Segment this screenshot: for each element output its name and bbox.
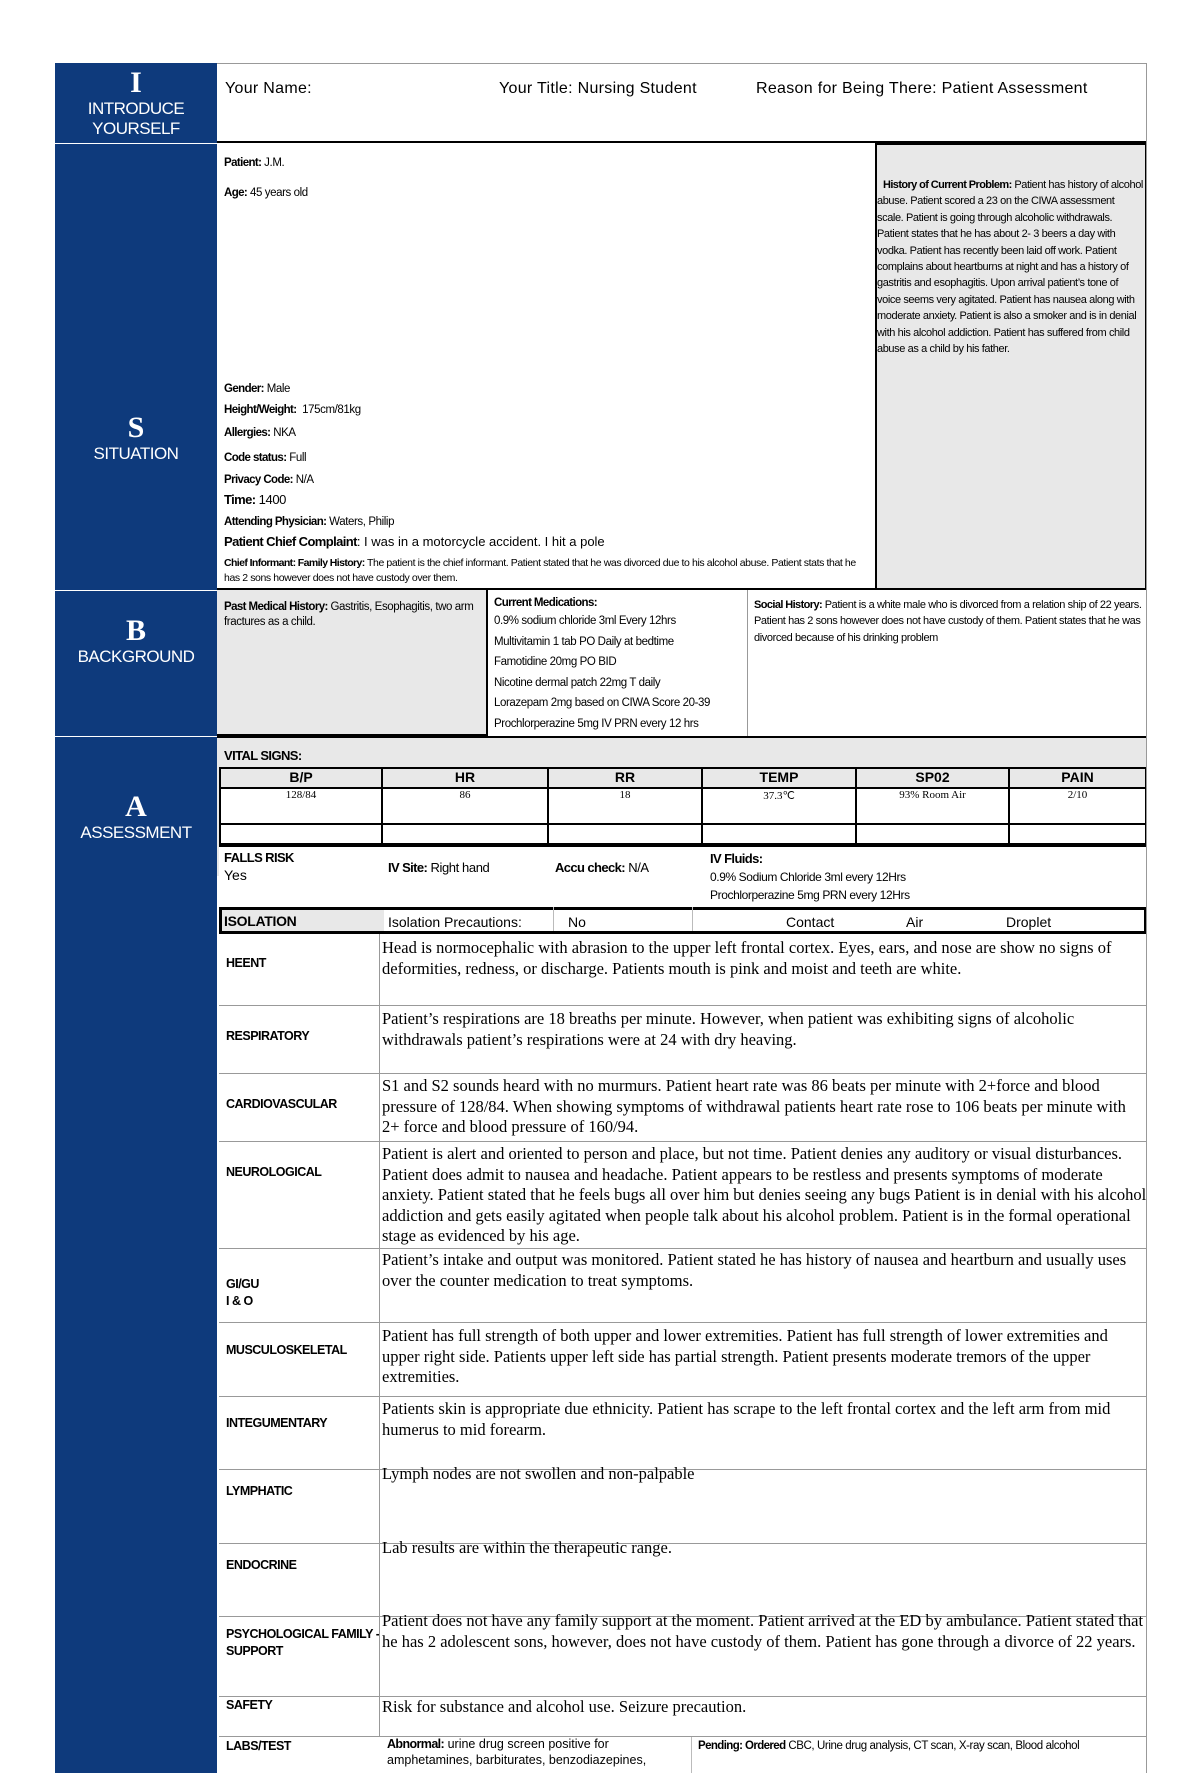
system-text-respiratory: Patient’s respirations are 18 breaths per minute. However, when patient was exhibiting signs of alcoholic withdrawals patient’s respirations were at 24 with dry heaving. bbox=[382, 1009, 1075, 1049]
system-label-gigu-line2: I & O bbox=[226, 1294, 253, 1308]
isolation-air[interactable]: Air bbox=[906, 914, 924, 930]
pmh-text bbox=[224, 600, 486, 630]
vital-value-bp bbox=[219, 787, 383, 825]
social-value: Patient is a white male who is divorced from a relation ship of 22 years. Patient has 2 sons however does not have custody of them. Patient states that he was divorced because of his drinking problem bbox=[754, 599, 1142, 644]
pmh-value: Gastritis, Esophagitis, two arm fractures as a child. bbox=[224, 601, 474, 628]
vital-header-hr-text: HR bbox=[454, 769, 476, 785]
informant-value: The patient is the chief informant. Patient stated that he was divorced due to his alcohol abuse. Patient stats that he has 2 sons however does not have custody over them. bbox=[224, 557, 856, 584]
height-weight-value: 175cm/81kg bbox=[302, 404, 361, 416]
age-label: Age: bbox=[224, 187, 248, 199]
section-word-introduce: INTRODUCE bbox=[87, 99, 185, 118]
page-right-border bbox=[1146, 63, 1147, 1773]
labs-pending-label: Pending: Ordered bbox=[698, 1740, 786, 1752]
system-label-gigu bbox=[226, 1276, 259, 1310]
system-label-neurological: NEUROLOGICAL bbox=[226, 1165, 322, 1179]
iv-site-value: Right hand bbox=[430, 860, 490, 875]
time-value: 1400 bbox=[258, 492, 286, 507]
medications-label: Current Medications: bbox=[494, 597, 598, 609]
iv-site-label: IV Site: bbox=[388, 860, 428, 875]
accu-check-label: Accu check: bbox=[555, 860, 625, 875]
section-letter-a: A bbox=[125, 790, 147, 823]
vital-header-spo2-text: SP02 bbox=[915, 769, 950, 785]
intro-name: Your Name: bbox=[225, 80, 312, 97]
vital-header-hr bbox=[381, 767, 549, 789]
accu-check-value: N/A bbox=[628, 860, 649, 875]
medication-item: 0.9% sodium chloride 3ml Every 12hrs bbox=[494, 615, 676, 627]
vital-value-rr-text: 18 bbox=[619, 789, 631, 801]
system-text-integumentary: Patients skin is appropriate due ethnicity. Patient has scrape to the left frontal cortex and the left arm from mid humerus to mid forearm. bbox=[382, 1399, 1111, 1439]
history-text bbox=[877, 177, 1143, 357]
gender-value: Male bbox=[266, 383, 291, 395]
code-status-value: Full bbox=[289, 452, 307, 464]
physician-row bbox=[224, 514, 394, 531]
isolation-no[interactable]: No bbox=[568, 914, 586, 930]
labs-abnormal-value: urine drug screen positive for amphetamines, barbiturates, benzodiazepines, bbox=[387, 1737, 647, 1767]
age-row bbox=[224, 185, 308, 202]
labs-pending-cell bbox=[698, 1738, 1147, 1755]
medications-box bbox=[488, 590, 748, 736]
vital-value-temp bbox=[701, 787, 857, 825]
vital-value-pain bbox=[1008, 787, 1147, 825]
iv-site-cell bbox=[388, 860, 489, 877]
system-text-neurological: Patient is alert and oriented to person and place, but not time. Patient denies any auditory or visual disturbances. Patient does admit to nausea and headache. Patient appears to be restless and presents symptoms of moderate anxiety. Patient stated that he feels bugs all over him but denies seeing any bugs Patient is in denial with his alcohol addiction and gets easily agitated when people talk about his alcohol problem. Patient is in the formal operational stage as evidenced by his age. bbox=[382, 1144, 1147, 1245]
past-medical-history-box bbox=[217, 590, 488, 736]
system-label-respiratory: RESPIRATORY bbox=[226, 1029, 310, 1043]
labs-pending-value: CBC, Urine drug analysis, CT scan, X-ray scan, Blood alcohol bbox=[788, 1740, 1080, 1752]
iv-fluids-label: IV Fluids: bbox=[710, 851, 763, 866]
vital-header-rr bbox=[547, 767, 703, 789]
section-letter-s: S bbox=[127, 411, 145, 444]
privacy-code-label: Privacy Code: bbox=[224, 474, 293, 486]
vital-blank-cell bbox=[701, 823, 857, 845]
labs-divider bbox=[691, 1737, 692, 1773]
vital-blank-cell bbox=[219, 823, 383, 845]
system-text-gigu: Patient’s intake and output was monitored. Patient stated he has history of nausea and heartburn and usually uses over the counter medication to treat symptoms. bbox=[382, 1250, 1127, 1290]
social-history-box bbox=[748, 590, 1147, 736]
system-label-lymphatic: LYMPHATIC bbox=[226, 1484, 293, 1498]
section-letter-i: I bbox=[130, 66, 142, 99]
vital-blank-cell bbox=[381, 823, 549, 845]
physician-value: Waters, Philip bbox=[329, 516, 395, 528]
medication-item: Prochlorperazine 5mg IV PRN every 12 hrs bbox=[494, 717, 699, 730]
informant-row bbox=[224, 556, 874, 586]
system-text-lymphatic: Lymph nodes are not swollen and non-palpable bbox=[382, 1464, 695, 1483]
physician-label: Attending Physician: bbox=[224, 516, 327, 528]
labs-abnormal-cell bbox=[387, 1737, 687, 1768]
system-label-gigu-line1: GI/GU bbox=[226, 1277, 259, 1291]
system-text-heent: Head is normocephalic with abrasion to the upper left frontal cortex. Eyes, ears, and nose are show no signs of deformities, redness, or discharge. Patients mouth is pink and moist and teeth are white. bbox=[382, 938, 1112, 978]
section-word-situation: SITUATION bbox=[93, 444, 179, 463]
iv-fluid-line: Prochlorperazine 5mg PRN every 12Hrs bbox=[710, 888, 910, 902]
vital-header-bp bbox=[219, 767, 383, 789]
system-text-endocrine: Lab results are within the therapeutic range. bbox=[382, 1538, 673, 1557]
vital-header-pain-text: PAIN bbox=[1061, 769, 1094, 785]
allergies-label: Allergies: bbox=[224, 427, 271, 439]
age-value: 45 years old bbox=[249, 187, 308, 199]
height-weight-label: Height/Weight: bbox=[224, 404, 297, 416]
sidebar-introduce bbox=[55, 63, 217, 143]
system-label-integumentary: INTEGUMENTARY bbox=[226, 1416, 328, 1430]
history-value: Patient has history of alcohol abuse. Patient scored a 23 on the CIWA assessment scale. Patient is going through alcoholic withdrawals. Patient states that he has about 2- 3 beers a day with vodka. Patient has recently been laid off work. Patient complains about heartburns at night and has a history of gastritis and esophagitis. Upon arrival patient’s tone of voice seems very agitated. Patient has nausea along with moderate anxiety. Patient is also a smoker and is in denial with his alcohol addiction. Patient has suffered from child abuse as a child by his father. bbox=[877, 179, 1143, 356]
system-label-psychological bbox=[226, 1626, 379, 1660]
system-label-endocrine: ENDOCRINE bbox=[226, 1558, 297, 1572]
isolation-divider bbox=[692, 907, 693, 931]
vital-signs-title: VITAL SIGNS: bbox=[224, 748, 302, 763]
system-label-psychological-line2: SUPPORT bbox=[226, 1644, 283, 1658]
system-label-heent: HEENT bbox=[226, 956, 266, 970]
falls-risk-label: FALLS RISK bbox=[224, 850, 294, 865]
system-text-musculoskeletal: Patient has full strength of both upper and lower extremities. Patient has full strength of lower extremities and upper right side. Patients upper left side has partial strength. Patient presents moderate tremors of the upper extremities. bbox=[382, 1326, 1108, 1386]
vital-header-temp bbox=[701, 767, 857, 789]
falls-risk-cell bbox=[224, 850, 294, 883]
medication-item: Famotidine 20mg PO BID bbox=[494, 656, 617, 668]
system-label-musculoskeletal: MUSCULOSKELETAL bbox=[226, 1343, 347, 1357]
vital-value-bp-text: 128/84 bbox=[285, 789, 317, 801]
vital-value-hr-text: 86 bbox=[459, 789, 471, 801]
section-word-background: BACKGROUND bbox=[77, 647, 195, 666]
medication-item: Nicotine dermal patch 22mg T daily bbox=[494, 676, 661, 689]
vital-value-spo2 bbox=[855, 787, 1010, 825]
system-label-safety: SAFETY bbox=[226, 1698, 273, 1712]
vital-header-rr-text: RR bbox=[614, 769, 636, 785]
code-status-row bbox=[224, 450, 306, 467]
vital-value-temp-text: 37.3℃ bbox=[763, 790, 795, 802]
history-label: History of Current Problem: bbox=[883, 179, 1012, 191]
systems-column-divider bbox=[379, 934, 380, 1737]
system-label-cardiovascular: CARDIOVASCULAR bbox=[226, 1097, 337, 1111]
vital-header-temp-text: TEMP bbox=[759, 769, 799, 785]
social-text bbox=[754, 597, 1142, 646]
complaint-row bbox=[224, 534, 605, 551]
system-text-cardiovascular: S1 and S2 sounds heard with no murmurs. Patient heart rate was 86 beats per minute with 2+force and blood pressure of 128/84. When showing symptoms of withdrawal patients heart rate rose to 106 beats per minute with 2+ force and blood pressure of 160/94. bbox=[382, 1076, 1126, 1136]
patient-value: J.M. bbox=[264, 157, 285, 169]
vital-value-spo2-text: 93% Room Air bbox=[899, 789, 966, 801]
privacy-code-row bbox=[224, 472, 314, 489]
vital-header-spo2 bbox=[855, 767, 1010, 789]
labs-label: LABS/TEST bbox=[226, 1739, 291, 1753]
allergies-value: NKA bbox=[273, 427, 296, 439]
accu-check-cell bbox=[555, 860, 649, 877]
section-word-assessment: ASSESSMENT bbox=[80, 823, 192, 842]
patient-row bbox=[224, 155, 284, 172]
time-row bbox=[224, 492, 286, 509]
section-word-yourself: YOURSELF bbox=[92, 119, 180, 138]
sidebar-assessment bbox=[55, 736, 217, 1773]
systems-table bbox=[219, 934, 1147, 1773]
vital-blank-cell bbox=[547, 823, 703, 845]
system-text-psychological: Patient does not have any family support at the moment. Patient arrived at the ED by ambulance. Patient stated that he has 2 adolescent sons, however, does not have custody of them. Patient has gone through a divorce of 22 years. bbox=[382, 1611, 1144, 1651]
complaint-label: Patient Chief Complaint bbox=[224, 534, 357, 549]
isolation-contact[interactable]: Contact bbox=[786, 914, 835, 930]
informant-label: Chief Informant: Family History: bbox=[224, 557, 365, 569]
intro-title: Your Title: Nursing Student bbox=[499, 80, 697, 97]
time-label: Time: bbox=[224, 492, 256, 507]
labs-abnormal-label: Abnormal: bbox=[387, 1737, 445, 1751]
falls-iv-row bbox=[219, 845, 1147, 907]
vital-value-pain-text: 2/10 bbox=[1067, 789, 1088, 801]
isolation-precautions-label: Isolation Precautions: bbox=[388, 914, 522, 930]
privacy-code-value: N/A bbox=[295, 474, 314, 486]
isolation-droplet[interactable]: Droplet bbox=[1006, 914, 1052, 930]
gender-label: Gender: bbox=[224, 383, 264, 395]
complaint-value: : I was in a motorcycle accident. I hit a pole bbox=[356, 534, 605, 549]
iv-fluids-cell bbox=[710, 850, 910, 904]
medication-item: Multivitamin 1 tab PO Daily at bedtime bbox=[494, 635, 674, 648]
vital-blank-cell bbox=[1008, 823, 1147, 845]
isolation-divider bbox=[553, 907, 554, 931]
vital-blank-cell bbox=[855, 823, 1010, 845]
gender-row bbox=[224, 381, 290, 398]
sidebar-background bbox=[55, 590, 217, 736]
intro-reason: Reason for Being There: Patient Assessment bbox=[756, 80, 1088, 97]
vital-value-rr bbox=[547, 787, 703, 825]
vital-signs-table bbox=[219, 767, 1147, 845]
vital-header-pain bbox=[1008, 767, 1147, 789]
falls-risk-value: Yes bbox=[224, 866, 247, 883]
intro-row bbox=[217, 63, 1147, 143]
system-text-safety: Risk for substance and alcohol use. Seizure precaution. bbox=[382, 1697, 747, 1716]
vital-value-hr bbox=[381, 787, 549, 825]
allergies-row bbox=[224, 425, 296, 442]
section-letter-b: B bbox=[125, 614, 146, 647]
social-label: Social History: bbox=[754, 599, 823, 611]
history-box bbox=[877, 143, 1147, 590]
code-status-label: Code status: bbox=[224, 452, 287, 464]
medication-item: Lorazepam 2mg based on CIWA Score 20-39 bbox=[494, 697, 711, 709]
height-weight-row bbox=[224, 402, 361, 419]
sidebar-situation bbox=[55, 143, 217, 590]
patient-label: Patient: bbox=[224, 157, 262, 169]
vital-header-bp-text: B/P bbox=[289, 769, 313, 785]
pmh-label: Past Medical History: bbox=[224, 601, 328, 613]
isolation-label: ISOLATION bbox=[224, 913, 297, 929]
iv-fluid-line: 0.9% Sodium Chloride 3ml every 12Hrs bbox=[710, 870, 906, 884]
system-label-psychological-line1: PSYCHOLOGICAL FAMILY - bbox=[226, 1627, 380, 1641]
